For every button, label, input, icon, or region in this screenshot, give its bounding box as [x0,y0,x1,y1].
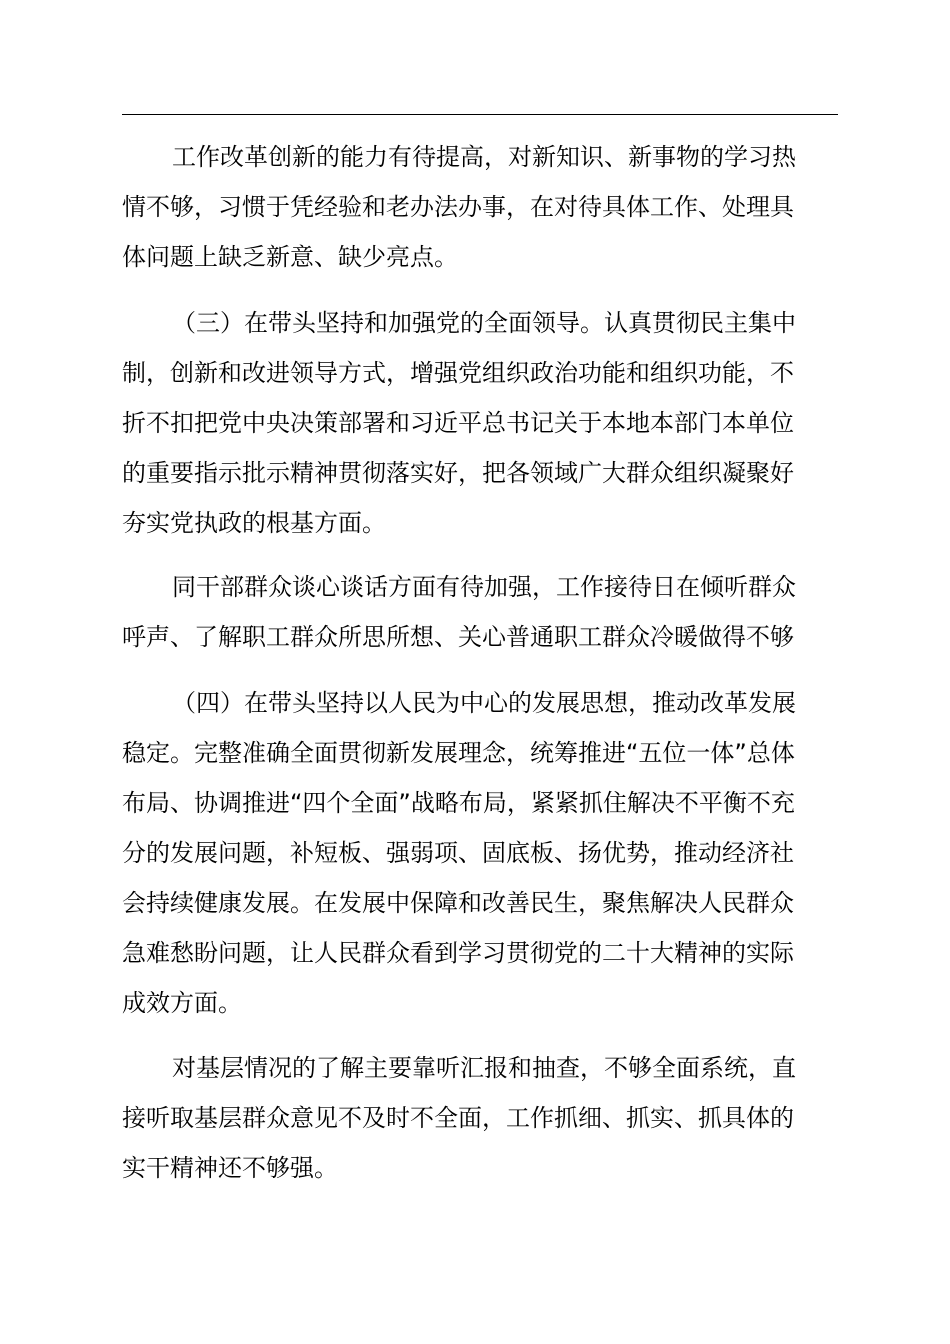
paragraph-line: 体问题上缺乏新意、缺少亮点。 [122,243,458,271]
paragraph-heart-to-heart [122,562,796,662]
paragraph-line: 呼声、了解职工群众所思所想、关心普通职工群众冷暖做得不够 [122,623,794,651]
paragraph-line: 同干部群众谈心谈话方面有待加强，工作接待日在倾听群众 [172,573,796,601]
paragraph-line: 急难愁盼问题，让人民群众看到学习贯彻党的二十大精神的实际 [122,939,794,967]
paragraph-line: 实干精神还不够强。 [122,1154,338,1182]
paragraph-line: 分的发展问题，补短板、强弱项、固底板、扬优势，推动经济社 [122,839,794,867]
paragraph-line: 的重要指示批示精神贯彻落实好，把各领域广大群众组织凝聚好 [122,459,794,487]
paragraph-line: 会持续健康发展。在发展中保障和改善民生，聚焦解决人民群众 [122,889,794,917]
paragraph-work-reform [122,132,796,282]
header-rule [122,114,838,115]
paragraph-line: 折不扣把党中央决策部署和习近平总书记关于本地本部门本单位 [122,409,794,437]
paragraph-grassroots [122,1043,796,1193]
paragraph-line: 对基层情况的了解主要靠听汇报和抽查，不够全面系统，直 [172,1054,796,1082]
paragraph-line: 情不够，习惯于凭经验和老办法办事，在对待具体工作、处理具 [122,193,794,221]
paragraph-line: 成效方面。 [122,989,242,1017]
paragraph-section-three [122,298,796,548]
paragraph-line: 布局、协调推进“四个全面”战略布局，紧紧抓住解决不平衡不充 [122,789,795,817]
paragraph-line: （三）在带头坚持和加强党的全面领导。认真贯彻民主集中 [172,309,796,337]
paragraph-section-four [122,678,796,1028]
paragraph-line: 稳定。完整准确全面贯彻新发展理念，统筹推进“五位一体”总体 [122,739,795,767]
paragraph-line: （四）在带头坚持以人民为中心的发展思想，推动改革发展 [172,689,796,717]
paragraph-line: 工作改革创新的能力有待提高，对新知识、新事物的学习热 [172,143,796,171]
paragraph-line: 接听取基层群众意见不及时不全面，工作抓细、抓实、抓具体的 [122,1104,794,1132]
paragraph-line: 制，创新和改进领导方式，增强党组织政治功能和组织功能，不 [122,359,794,387]
paragraph-line: 夯实党执政的根基方面。 [122,509,386,537]
